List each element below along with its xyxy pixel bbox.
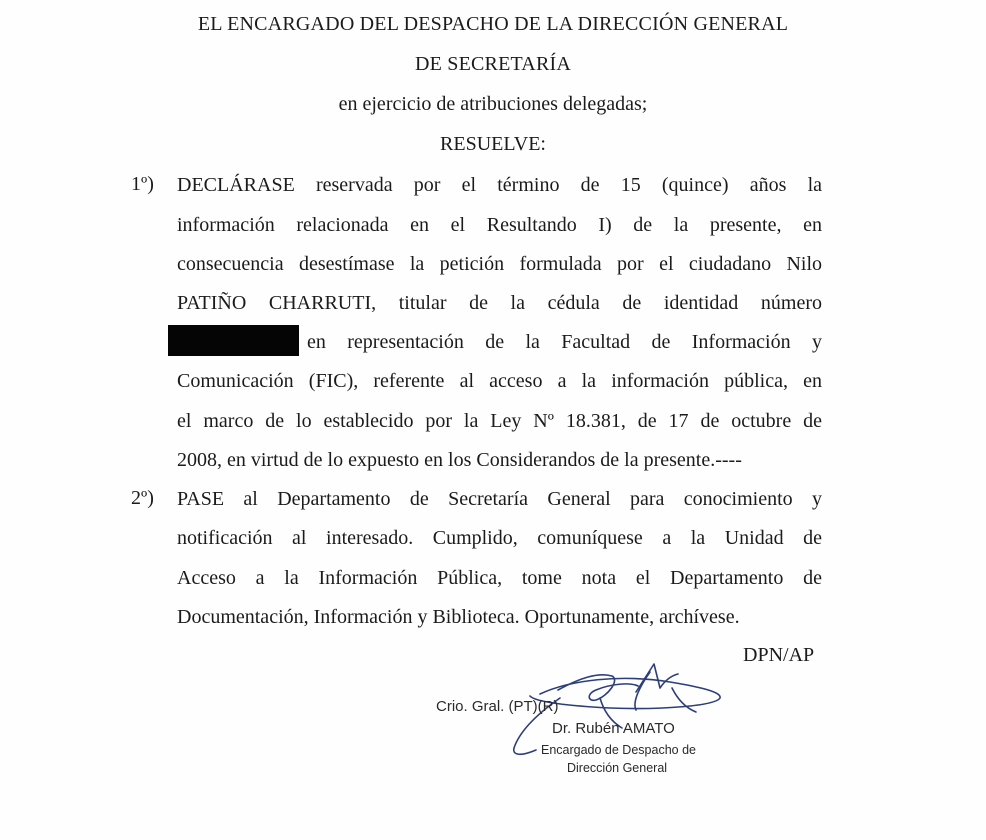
signer-department: Dirección General [567, 761, 668, 775]
item-1-line-4: PATIÑO CHARRUTI, titular de la cédula de identidad número [177, 292, 822, 314]
item-1-line-7: el marco de lo establecido por la Ley Nº 18.381, de 17 de octubre de [177, 410, 822, 432]
item-number-1: 1º) [131, 173, 154, 195]
item-1-line-2: información relacionada en el Resultando I) de la presente, en [177, 214, 822, 236]
signer-name: Dr. Rubén AMATO [552, 720, 675, 737]
signer-role: Encargado de Despacho de [541, 743, 696, 757]
signature-loop [530, 678, 720, 708]
item-1-line-5: en representación de la Facultad de Información y [307, 331, 822, 353]
item-1-line-6: Comunicación (FIC), referente al acceso a la información pública, en [177, 370, 822, 392]
item-number-2: 2º) [131, 487, 154, 509]
item-2-line-4: Documentación, Información y Biblioteca. Oportunamente, archívese. [177, 606, 740, 628]
resolves-title: RESUELVE: [440, 133, 546, 155]
redaction-block [168, 325, 299, 356]
heading-line-1: EL ENCARGADO DEL DESPACHO DE LA DIRECCIÓN GENERAL [197, 13, 789, 35]
item-1-line-8: 2008, en virtud de lo expuesto en los Considerandos de la presente.---- [177, 449, 742, 471]
heading-line-2: DE SECRETARÍA [415, 53, 571, 75]
item-1-line-1: DECLÁRASE reservada por el término de 15 (quince) años la [177, 174, 822, 196]
item-1-line-3: consecuencia desestímase la petición formulada por el ciudadano Nilo [177, 253, 822, 275]
item-2-line-3: Acceso a la Información Pública, tome nota el Departamento de [177, 567, 822, 589]
signature-stroke-e [672, 688, 696, 712]
item-2-line-2: notificación al interesado. Cumplido, comuníquese a la Unidad de [177, 527, 822, 549]
signer-rank: Crio. Gral. (PT)(R) [436, 698, 559, 715]
subheading: en ejercicio de atribuciones delegadas; [338, 93, 648, 115]
initials: DPN/AP [743, 644, 815, 666]
item-2-line-1: PASE al Departamento de Secretaría General para conocimiento y [177, 488, 822, 510]
